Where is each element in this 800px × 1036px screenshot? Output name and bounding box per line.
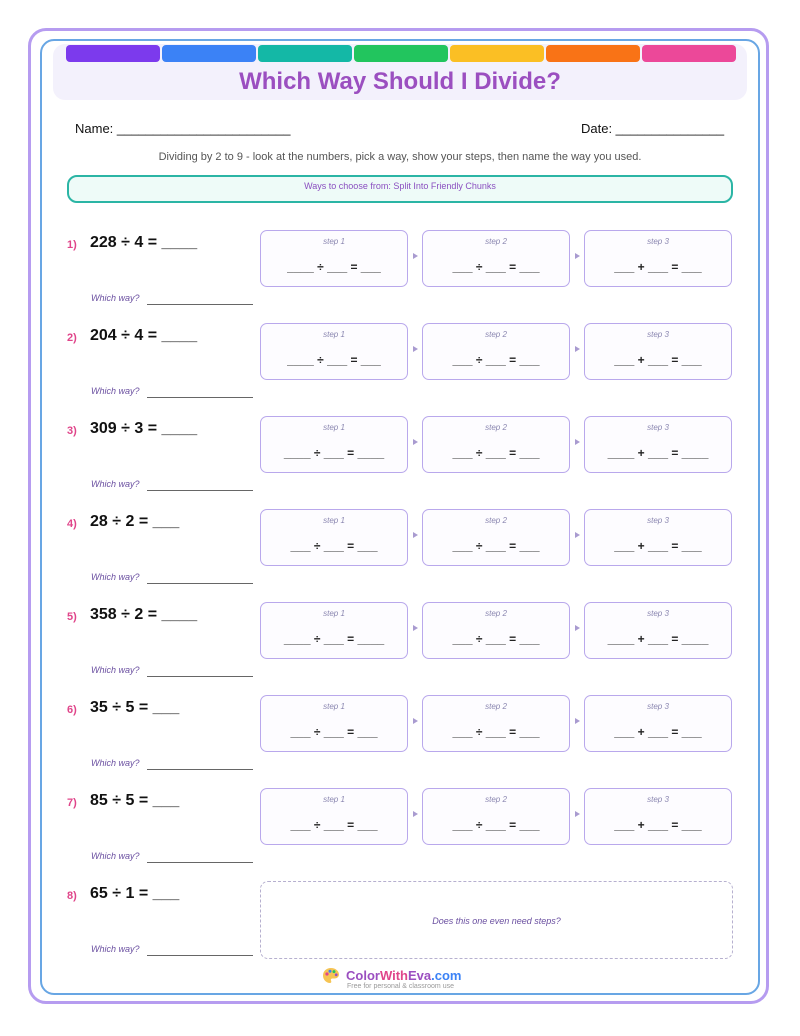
palette-icon xyxy=(322,967,340,985)
problem-number: 3) xyxy=(67,425,77,437)
rainbow-segment-orange xyxy=(546,45,640,62)
problem-number: 8) xyxy=(67,890,77,902)
step-label: step 1 xyxy=(323,423,345,432)
division-equation[interactable]: 28 ÷ 2 = ___ xyxy=(90,513,180,530)
which-way-answer-line[interactable] xyxy=(147,304,253,305)
rainbow-segment-pink xyxy=(642,45,736,62)
step-expression[interactable]: ___ ÷ ___ = ___ xyxy=(290,725,378,739)
brand-color: Color xyxy=(346,968,380,983)
brand-name xyxy=(346,968,461,983)
instructions-text: Dividing by 2 to 9 - look at the numbers, pick a way, show your steps, then name the way you used. xyxy=(158,151,642,163)
step-expression[interactable]: ____ ÷ ___ = ___ xyxy=(287,260,381,274)
step-expression[interactable]: ___ ÷ ___ = ___ xyxy=(290,818,378,832)
arrow-right-icon xyxy=(575,625,580,631)
ways-to-choose-box: Ways to choose from: Split Into Friendly Chunks xyxy=(67,175,733,203)
arrow-right-icon xyxy=(413,532,418,538)
step-expression[interactable]: ___ + ___ = ___ xyxy=(614,725,702,739)
step-expression[interactable]: ___ ÷ ___ = ___ xyxy=(452,725,540,739)
step-label: step 3 xyxy=(647,795,669,804)
which-way-answer-line[interactable] xyxy=(147,490,253,491)
which-way-answer-line[interactable] xyxy=(147,769,253,770)
step-expression[interactable]: ____ + ___ = ____ xyxy=(607,632,709,646)
brand-with: With xyxy=(379,968,408,983)
step-1-box[interactable] xyxy=(260,788,408,845)
which-way-label: Which way? xyxy=(91,293,140,303)
which-way-label: Which way? xyxy=(91,851,140,861)
step-expression[interactable]: ___ + ___ = ___ xyxy=(614,539,702,553)
which-way-answer-line[interactable] xyxy=(147,955,253,956)
step-label: step 2 xyxy=(485,795,507,804)
division-equation[interactable]: 358 ÷ 2 = ____ xyxy=(90,606,198,623)
step-1-box[interactable] xyxy=(260,323,408,380)
step-label: step 2 xyxy=(485,702,507,711)
step-1-box[interactable] xyxy=(260,602,408,659)
arrow-right-icon xyxy=(413,811,418,817)
which-way-answer-line[interactable] xyxy=(147,676,253,677)
problem-number: 7) xyxy=(67,797,77,809)
which-way-label: Which way? xyxy=(91,758,140,768)
rainbow-segment-teal xyxy=(258,45,352,62)
no-steps-box[interactable] xyxy=(260,881,733,959)
step-expression[interactable]: ____ ÷ ___ = ____ xyxy=(283,446,385,460)
step-3-box[interactable] xyxy=(584,509,732,566)
division-equation[interactable]: 228 ÷ 4 = ____ xyxy=(90,234,198,251)
which-way-label: Which way? xyxy=(91,944,140,954)
name-field[interactable]: Name: ________________________ xyxy=(75,121,291,136)
which-way-label: Which way? xyxy=(91,386,140,396)
step-3-box[interactable] xyxy=(584,602,732,659)
step-label: step 2 xyxy=(485,330,507,339)
step-label: step 2 xyxy=(485,423,507,432)
step-expression[interactable]: ___ + ___ = ___ xyxy=(614,353,702,367)
rainbow-segment-blue xyxy=(162,45,256,62)
step-3-box[interactable] xyxy=(584,323,732,380)
step-label: step 3 xyxy=(647,609,669,618)
problem-row xyxy=(0,509,800,602)
arrow-right-icon xyxy=(575,439,580,445)
division-equation[interactable]: 204 ÷ 4 = ____ xyxy=(90,327,198,344)
which-way-label: Which way? xyxy=(91,572,140,582)
arrow-right-icon xyxy=(413,346,418,352)
step-label: step 1 xyxy=(323,330,345,339)
which-way-label: Which way? xyxy=(91,479,140,489)
step-2-box[interactable] xyxy=(422,230,570,287)
date-field[interactable]: Date: _______________ xyxy=(581,121,725,136)
step-expression[interactable]: ___ ÷ ___ = ___ xyxy=(452,539,540,553)
brand-tagline: Free for personal & classroom use xyxy=(347,983,454,990)
which-way-answer-line[interactable] xyxy=(147,397,253,398)
step-label: step 3 xyxy=(647,330,669,339)
step-2-box[interactable] xyxy=(422,323,570,380)
step-label: step 2 xyxy=(485,609,507,618)
division-equation[interactable]: 65 ÷ 1 = ___ xyxy=(90,885,180,902)
arrow-right-icon xyxy=(413,253,418,259)
arrow-right-icon xyxy=(413,625,418,631)
step-3-box[interactable] xyxy=(584,788,732,845)
rainbow-segment-yellow xyxy=(450,45,544,62)
problem-row xyxy=(0,788,800,881)
problem-number: 4) xyxy=(67,518,77,530)
worksheet-title: Which Way Should I Divide? xyxy=(239,68,561,95)
no-steps-prompt: Does this one even need steps? xyxy=(432,916,561,926)
step-label: step 2 xyxy=(485,237,507,246)
problem-row xyxy=(0,602,800,695)
arrow-right-icon xyxy=(575,532,580,538)
step-label: step 3 xyxy=(647,423,669,432)
arrow-right-icon xyxy=(575,811,580,817)
problem-number: 5) xyxy=(67,611,77,623)
step-2-box[interactable] xyxy=(422,788,570,845)
step-1-box[interactable] xyxy=(260,230,408,287)
step-expression[interactable]: ___ ÷ ___ = ___ xyxy=(452,632,540,646)
problem-row xyxy=(0,323,800,416)
step-2-box[interactable] xyxy=(422,602,570,659)
step-label: step 2 xyxy=(485,516,507,525)
step-1-box[interactable] xyxy=(260,695,408,752)
which-way-answer-line[interactable] xyxy=(147,583,253,584)
arrow-right-icon xyxy=(413,718,418,724)
step-label: step 3 xyxy=(647,237,669,246)
step-expression[interactable]: ___ ÷ ___ = ___ xyxy=(452,446,540,460)
step-3-box[interactable] xyxy=(584,230,732,287)
problem-number: 2) xyxy=(67,332,77,344)
step-label: step 1 xyxy=(323,702,345,711)
step-label: step 3 xyxy=(647,702,669,711)
division-equation[interactable]: 309 ÷ 3 = ____ xyxy=(90,420,198,437)
step-2-box[interactable] xyxy=(422,509,570,566)
problem-row xyxy=(0,695,800,788)
step-expression[interactable]: ____ ÷ ___ = ___ xyxy=(287,353,381,367)
arrow-right-icon xyxy=(575,253,580,259)
rainbow-segment-green xyxy=(354,45,448,62)
problem-number: 6) xyxy=(67,704,77,716)
problem-row xyxy=(0,881,800,974)
which-way-answer-line[interactable] xyxy=(147,862,253,863)
brand-tld: .com xyxy=(431,968,462,983)
step-1-box[interactable] xyxy=(260,509,408,566)
problem-row xyxy=(0,230,800,323)
step-label: step 1 xyxy=(323,609,345,618)
step-3-box[interactable] xyxy=(584,416,732,473)
step-expression[interactable]: ___ ÷ ___ = ___ xyxy=(452,353,540,367)
problem-row xyxy=(0,416,800,509)
step-expression[interactable]: ___ + ___ = ___ xyxy=(614,260,702,274)
step-label: step 1 xyxy=(323,237,345,246)
step-2-box[interactable] xyxy=(422,416,570,473)
arrow-right-icon xyxy=(413,439,418,445)
step-expression[interactable]: ___ + ___ = ___ xyxy=(614,818,702,832)
step-label: step 1 xyxy=(323,516,345,525)
arrow-right-icon xyxy=(575,346,580,352)
step-expression[interactable]: ___ ÷ ___ = ___ xyxy=(290,539,378,553)
step-1-box[interactable] xyxy=(260,416,408,473)
step-expression[interactable]: ___ ÷ ___ = ___ xyxy=(452,260,540,274)
problem-number: 1) xyxy=(67,239,77,251)
division-equation[interactable]: 35 ÷ 5 = ___ xyxy=(90,699,180,716)
arrow-right-icon xyxy=(575,718,580,724)
step-2-box[interactable] xyxy=(422,695,570,752)
which-way-label: Which way? xyxy=(91,665,140,675)
step-expression[interactable]: ____ + ___ = ____ xyxy=(607,446,709,460)
step-expression[interactable]: ____ ÷ ___ = ____ xyxy=(283,632,385,646)
brand-eva: Eva xyxy=(408,968,432,983)
rainbow-segment-purple xyxy=(66,45,160,62)
rainbow-color-bar xyxy=(66,45,736,62)
step-label: step 1 xyxy=(323,795,345,804)
step-expression[interactable]: ___ ÷ ___ = ___ xyxy=(452,818,540,832)
division-equation[interactable]: 85 ÷ 5 = ___ xyxy=(90,792,180,809)
step-label: step 3 xyxy=(647,516,669,525)
step-3-box[interactable] xyxy=(584,695,732,752)
